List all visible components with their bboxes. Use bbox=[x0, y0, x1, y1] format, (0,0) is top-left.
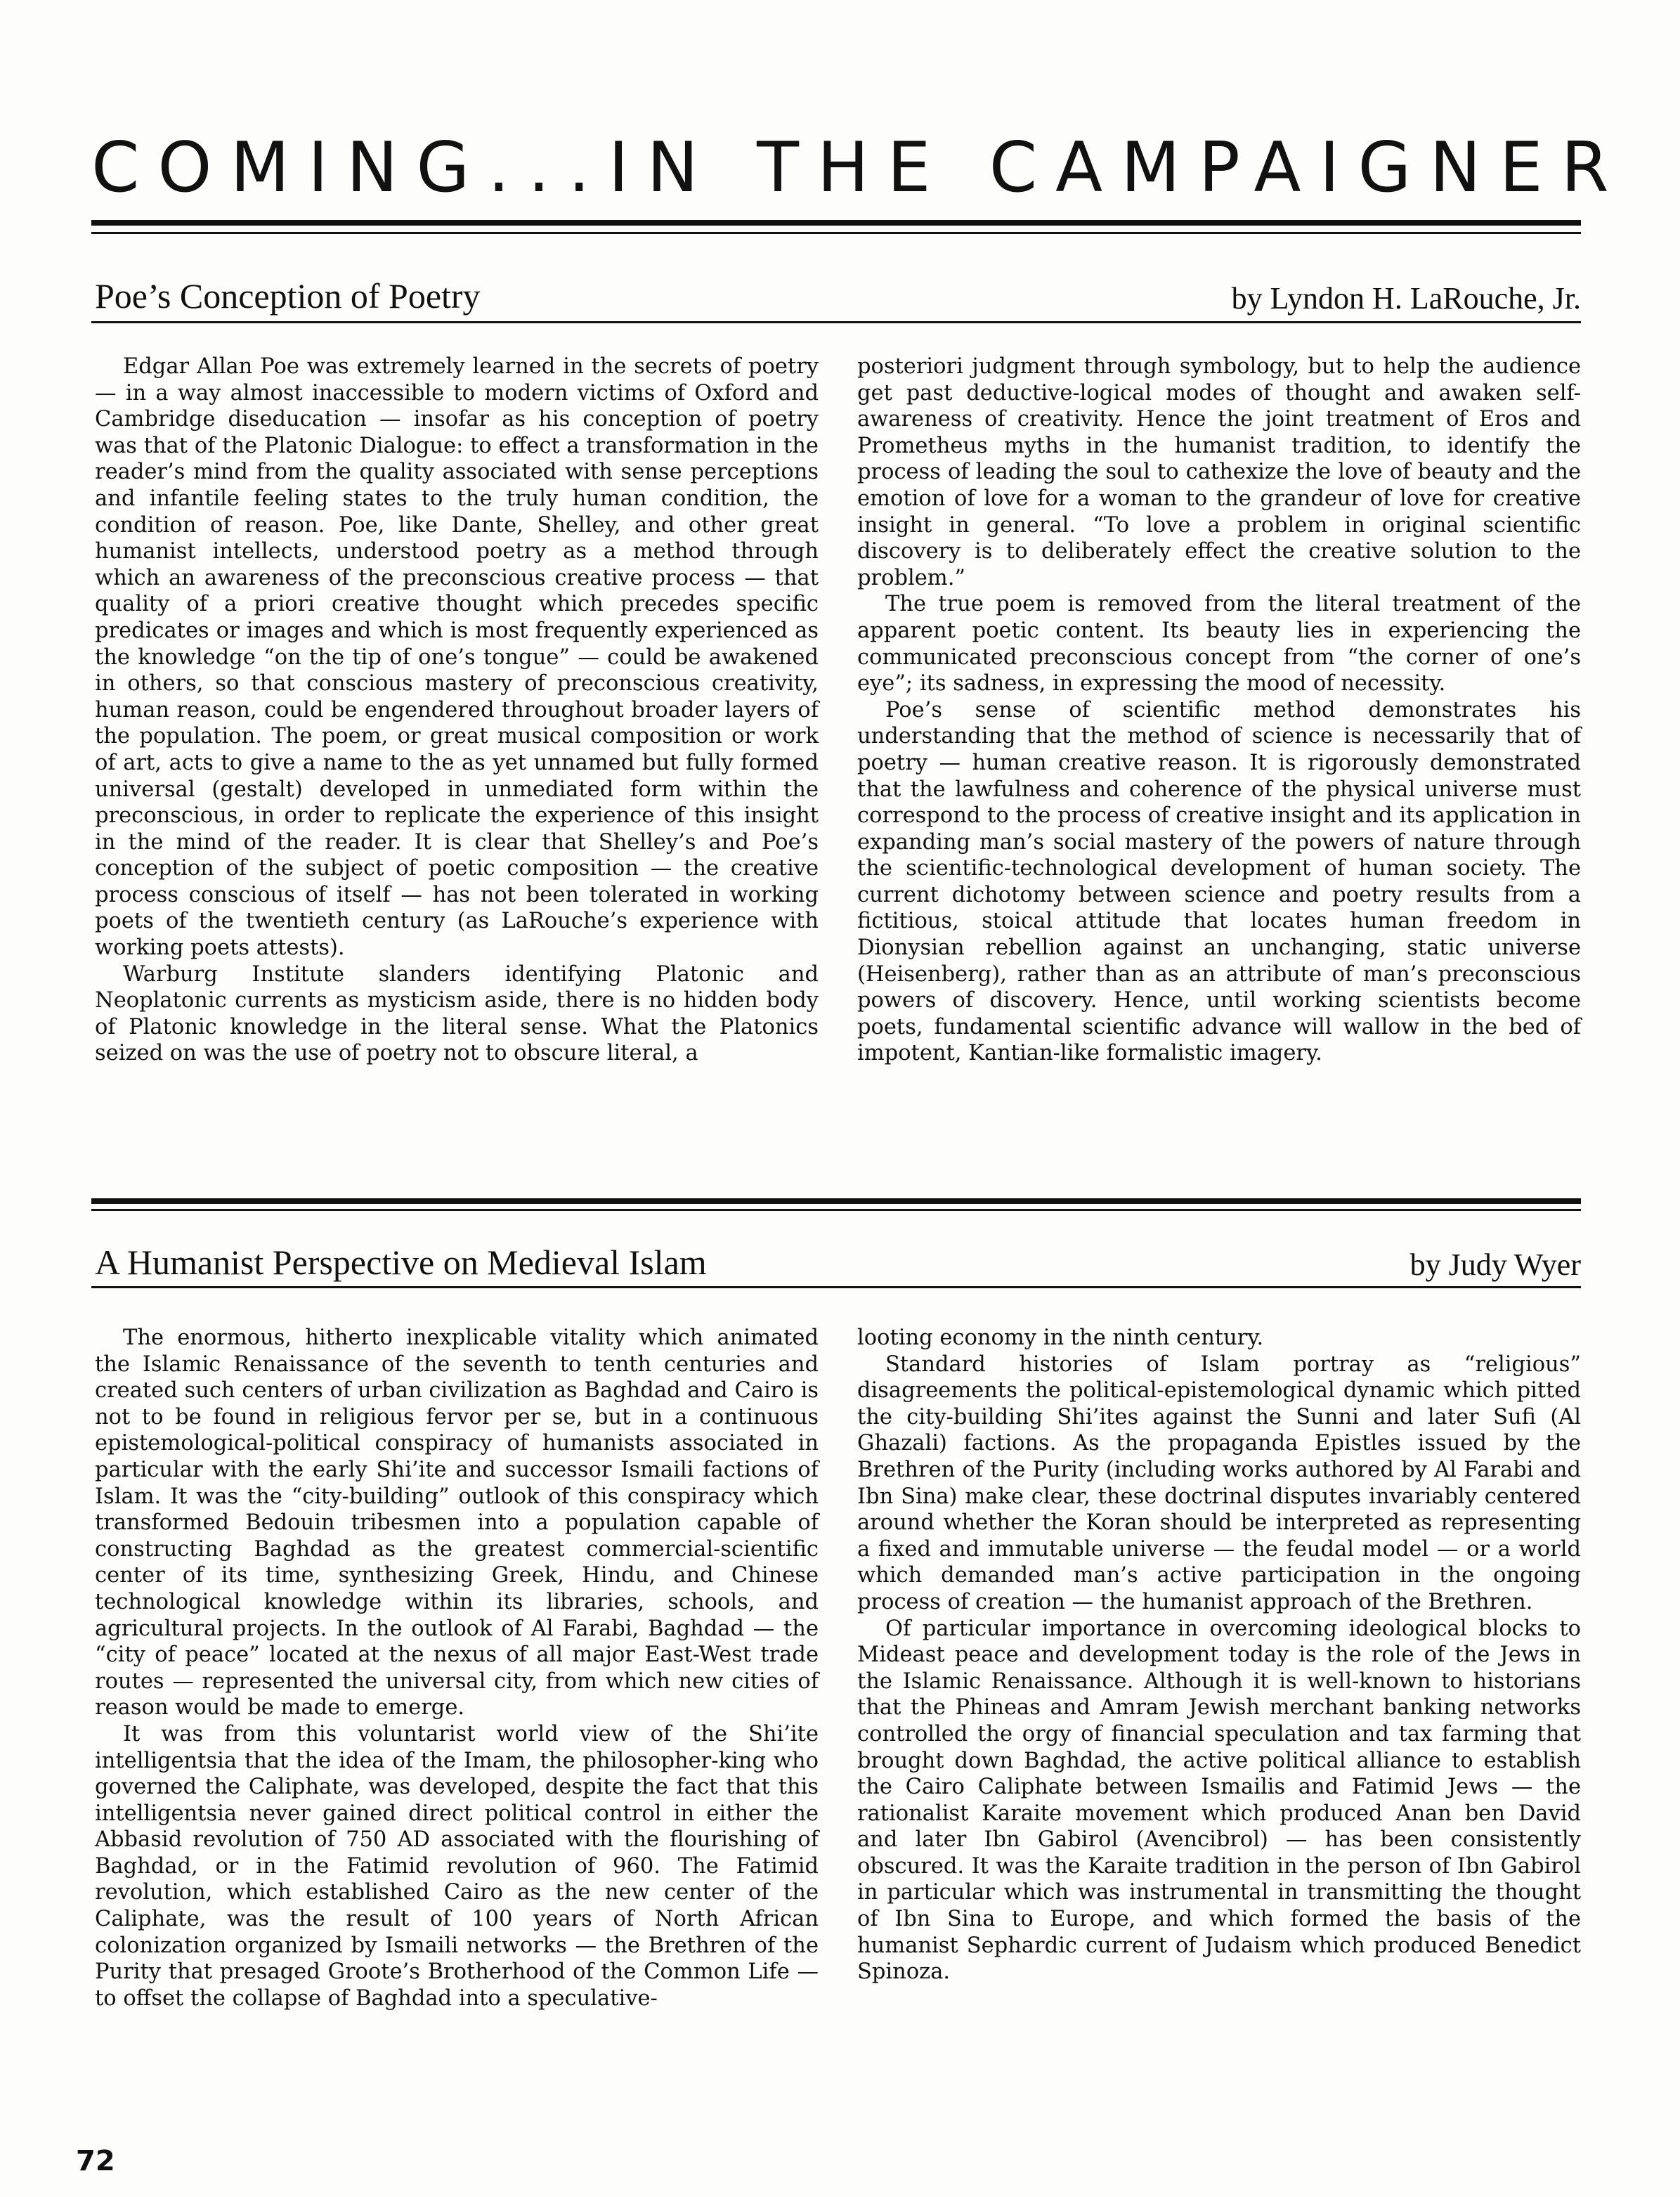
section-divider-thin bbox=[91, 1209, 1581, 1211]
section-divider-thick bbox=[91, 1198, 1581, 1204]
article2-paragraph: Of particular importance in overcoming ideological blocks to Mideast peace and development today is the role of the Jews in the Islamic Renaissance. Although it is well-known to historians that the Phineas and Amram Jewish merchant banking networks controlled the orgy of financial speculation and tax farming that brought down Baghdad, the active political alliance to establish the Cairo Caliphate between Ismailis and Fatimid Jews — the rationalist Karaite movement which produced Anan ben David and later Ibn Gabirol (Avencibrol) — has been consistently obscured. It was the Karaite tradition in the person of Ibn Gabirol in particular which was instrumental in transmitting the thought of Ibn Sina to Europe, and which formed the basis of the humanist Sephardic current of Judaism which produced Benedict Spinoza. bbox=[857, 1616, 1581, 1985]
article1-byline: by Lyndon H. LaRouche, Jr. bbox=[1231, 281, 1581, 316]
article1-paragraph: Warburg Institute slanders identifying Platonic and Neoplatonic currents as mysticism aside, there is no hidden body of Platonic knowledge in the literal sense. What the Platonics seized on was the use of poetry not to obscure literal, a bbox=[95, 961, 819, 1066]
page-number: 72 bbox=[76, 2145, 115, 2177]
article2-paragraph: looting economy in the ninth century. bbox=[857, 1326, 1264, 1350]
masthead-rule-thin bbox=[91, 232, 1581, 234]
article1-paragraph: Poe’s sense of scientific method demonstrates his understanding that the method of science is necessarily that of poetry — human creative reason. It is rigorously demonstrated that the lawfulness and coherence of the physical universe must correspond to the process of creative insight and its application in expanding man’s social mastery of the powers of nature through the scientific-technological development of human society. The current dichotomy between science and poetry results from a fictitious, stoical attitude that locates human freedom in Dionysian rebellion against an unchanging, static universe (Heisenberg), rather than as an attribute of man’s preconscious powers of discovery. Hence, until working scientists become poets, fundamental scientific advance will wallow in the bed of impotent, Kantian-like formalistic imagery. bbox=[857, 697, 1581, 1066]
article1-column-left bbox=[95, 354, 819, 1067]
article2-paragraph: It was from this voluntarist world view of the Shi’ite intelligentsia that the idea of the Imam, the philosopher-king who governed the Caliphate, was developed, despite the fact that this intelligentsia never gained direct political control in either the Abbasid revolution of 750 AD associated with the flourishing of Baghdad, or in the Fatimid revolution of 960. The Fatimid revolution, which established Cairo as the new center of the Caliphate, was the result of 100 years of North African colonization organized by Ismaili networks — the Brethren of the Purity that presaged Groote’s Brotherhood of the Common Life — to offset the collapse of Baghdad into a speculative- bbox=[95, 1721, 819, 2011]
article1-paragraph: The true poem is removed from the literal treatment of the apparent poetic content. Its beauty lies in experiencing the communicated preconscious concept from “the corner of one’s eye”; its sadness, in expressing the mood of necessity. bbox=[857, 592, 1581, 696]
article1-paragraph: Edgar Allan Poe was extremely learned in the secrets of poetry — in a way almost inaccessible to modern victims of Oxford and Cambridge diseducation — insofar as his conception of poetry was that of the Platonic Dialogue: to effect a transformation in the reader’s mind from the quality associated with sense perceptions and infantile feeling states to the truly human condition, the condition of reason. Poe, like Dante, Shelley, and other great humanist intellects, understood poetry as a method through which an awareness of the preconscious creative process — that quality of a priori creative thought which precedes specific predicates or images and which is most frequently experienced as the knowledge “on the tip of one’s tongue” — could be awakened in others, so that conscious mastery of preconscious creativity, human reason, could be engendered throughout broader layers of the population. The poem, or great musical composition or work of art, acts to give a name to the as yet unnamed but fully formed universal (gestalt) developed in unmediated form within the preconscious, in order to replicate the experience of this insight in the mind of the reader. It is clear that Shelley’s and Poe’s conception of the subject of poetic composition — the creative process conscious of itself — has not been tolerated in working poets of the twentieth century (as LaRouche’s experience with working poets attests). bbox=[95, 354, 819, 961]
article2-byline: by Judy Wyer bbox=[1409, 1247, 1581, 1282]
article2-paragraph: The enormous, hitherto inexplicable vitality which animated the Islamic Renaissance of the seventh to tenth centuries and created such centers of urban civilization as Baghdad and Cairo is not to be found in religious fervor per se, but in a continuous epistemological-political conspiracy of humanists associated in particular with the early Shi’ite and successor Ismaili factions of Islam. It was the “city-building” outlook of this conspiracy which transformed Bedouin tribesmen into a population capable of constructing Baghdad as the greatest commercial-scientific center of its time, synthesizing Greek, Hindu, and Chinese technological knowledge within its libraries, schools, and agricultural projects. In the outlook of Al Farabi, Baghdad — the “city of peace” located at the nexus of all major East-West trade routes — represented the universal city, from which new cities of reason would be made to emerge. bbox=[95, 1326, 819, 1720]
article1-column-right bbox=[857, 354, 1581, 1067]
article1-title: Poe’s Conception of Poetry bbox=[95, 276, 481, 316]
article1-header-rule bbox=[91, 321, 1581, 323]
article2-column-right bbox=[857, 1325, 1581, 1985]
article2-column-left bbox=[95, 1325, 819, 2011]
masthead-title: COMING...IN THE CAMPAIGNER bbox=[91, 128, 1627, 208]
article1-paragraph: posteriori judgment through symbology, but to help the audience get past deductive-logical modes of thought and awaken self-awareness of creativity. Hence the joint treatment of Eros and Prometheus myths in the humanist tradition, to identify the process of leading the soul to cathexize the love of beauty and the emotion of love for a woman to the grandeur of love for creative insight in general. “To love a problem in original scientific discovery is to deliberately effect the creative solution to the problem.” bbox=[857, 354, 1581, 590]
article2-header-rule bbox=[91, 1286, 1581, 1288]
article2-paragraph: Standard histories of Islam portray as “religious” disagreements the political-epistemological dynamic which pitted the city-building Shi’ites against the Sunni and later Sufi (Al Ghazali) factions. As the propaganda Epistles issued by the Brethren of the Purity (including works authored by Al Farabi and Ibn Sina) make clear, these doctrinal disputes invariably centered around whether the Koran should be interpreted as representing a fixed and immutable universe — the feudal model — or a world which demanded man’s active participation in the ongoing process of creation — the humanist approach of the Brethren. bbox=[857, 1352, 1581, 1614]
masthead-rule-thick bbox=[91, 220, 1581, 226]
article2-header bbox=[95, 1233, 1581, 1283]
article2-title: A Humanist Perspective on Medieval Islam bbox=[95, 1243, 707, 1282]
article1-header bbox=[95, 267, 1581, 316]
